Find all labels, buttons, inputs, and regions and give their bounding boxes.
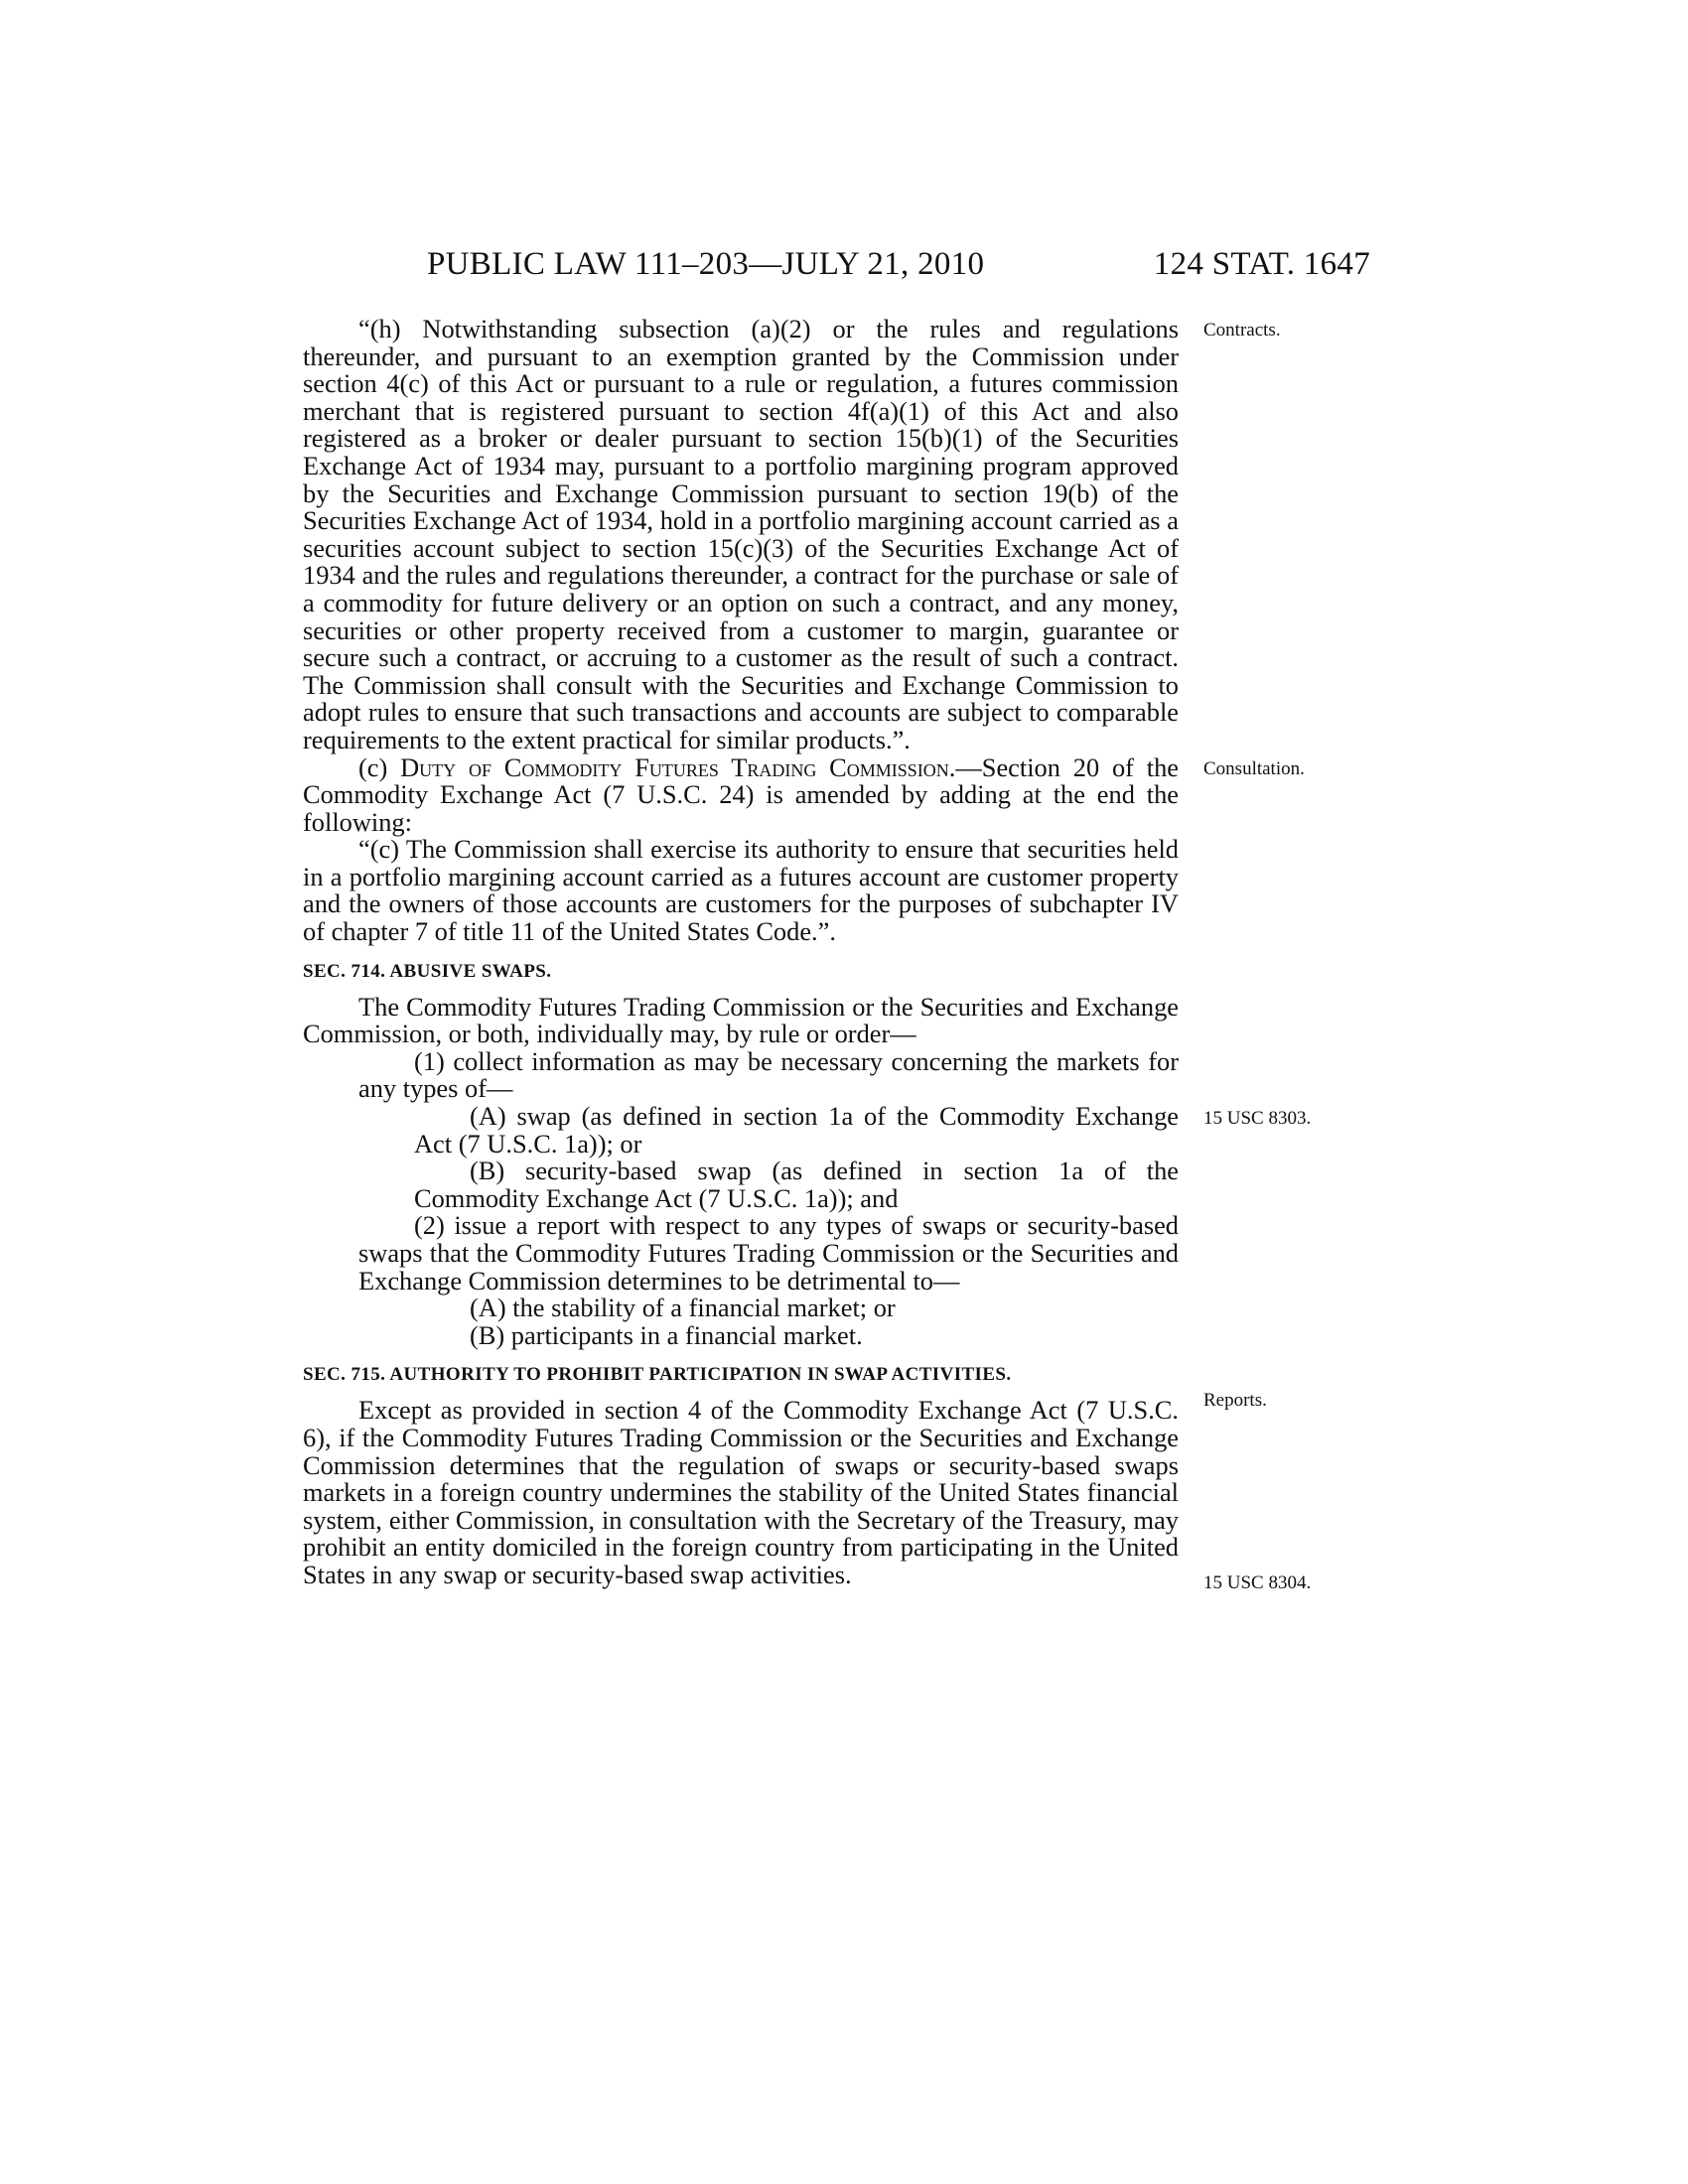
margin-note-consultation: Consultation.	[1203, 758, 1305, 779]
section-714-intro: The Commodity Futures Trading Commission or the Securities and Exchange Commission, or both, individually may, by rule or order—	[303, 991, 1179, 1049]
page-header	[427, 246, 1370, 286]
section-714-item-1a: (A) swap (as defined in section 1a of the Commodity Exchange Act (7 U.S.C. 1a)); or	[414, 1101, 1179, 1159]
section-715-text: Except as provided in section 4 of the Commodity Exchange Act (7 U.S.C. 6), if the Commodity Futures Trading Commission or the Securities and Exchange Commission determines that the regulation of swaps or security-based swaps markets in a foreign country undermines the stability of the United States financial system, either Commission, in consultation with the Secretary of the Treasury, may prohibit an entity domiciled in the foreign country from participating in the United States in any swap or security-based swap activities.	[303, 1395, 1179, 1589]
section-714-item-1: (1) collect information as may be necessary concerning the markets for any types of—	[358, 1045, 1179, 1104]
document-body	[303, 316, 1179, 1589]
statute-page-number: 124 STAT. 1647	[1153, 246, 1370, 282]
section-714-heading: SEC. 714. ABUSIVE SWAPS.	[303, 960, 552, 982]
paragraph-h: “(h) Notwithstanding subsection (a)(2) or the rules and regulations thereunder, and pursuant to an exemption granted by the Commission under section 4(c) of this Act or pursuant to a rule or regulation, a futures commission merchant that is registered pursuant to section 4f(a)(1) of this Act and also registered as a broker or dealer pursuant to section 15(b)(1) of the Securities Exchange Act of 1934 may, pursuant to a portfolio margining program approved by the Securities and Exchange Commission pursuant to section 19(b) of the Securities Exchange Act of 1934, hold in a portfolio margining account carried as a securities account subject to section 15(c)(3) of the Securities Exchange Act of 1934 and the rules and regulations thereunder, a contract for the purchase or sale of a commodity for future delivery or an option on such a contract, and any money, securities or other property received from a customer to margin, guarantee or secure such a contract, or accruing to a customer as the result of such a contract. The Commission shall consult with the Securities and Exchange Commission to adopt rules to ensure that such transactions and accounts are subject to comparable requirements to the extent practical for similar products.”.	[303, 314, 1179, 754]
paragraph-c	[303, 751, 1179, 837]
margin-note-contracts: Contracts.	[1203, 320, 1281, 341]
paragraph-c-label: (c)	[358, 751, 401, 782]
section-714-item-2a: (A) the stability of a financial market; or	[470, 1293, 896, 1323]
margin-note-usc-8304: 15 USC 8304.	[1203, 1572, 1312, 1593]
section-715-heading: SEC. 715. AUTHORITY TO PROHIBIT PARTICIPATION IN SWAP ACTIVITIES.	[303, 1364, 1012, 1386]
paragraph-c-heading: Duty of Commodity Futures Trading Commission.	[400, 751, 956, 782]
margin-note-usc-8303: 15 USC 8303.	[1203, 1108, 1312, 1129]
section-714-item-2b: (B) participants in a financial market.	[470, 1319, 863, 1350]
running-title: PUBLIC LAW 111–203—JULY 21, 2010	[427, 246, 985, 282]
section-714-item-1b: (B) security-based swap (as defined in section 1a of the Commodity Exchange Act (7 U.S.C. 1a)); and	[414, 1156, 1179, 1213]
paragraph-c-text: —Section 20 of the Commodity Exchange Act (7 U.S.C. 24) is amended by adding at the end the following:	[303, 751, 1179, 837]
paragraph-c-quote: “(c) The Commission shall exercise its authority to ensure that securities held in a portfolio margining account carried as a futures account are customer property and the owners of those accounts are customers for the purposes of subchapter IV of chapter 7 of title 11 of the United States Code.”.	[303, 834, 1179, 947]
margin-note-reports: Reports.	[1203, 1390, 1267, 1411]
section-714-item-2: (2) issue a report with respect to any types of swaps or security-based swaps that the Commodity Futures Trading Commission or the Securities and Exchange Commission determines to be detrimental to—	[358, 1210, 1179, 1296]
